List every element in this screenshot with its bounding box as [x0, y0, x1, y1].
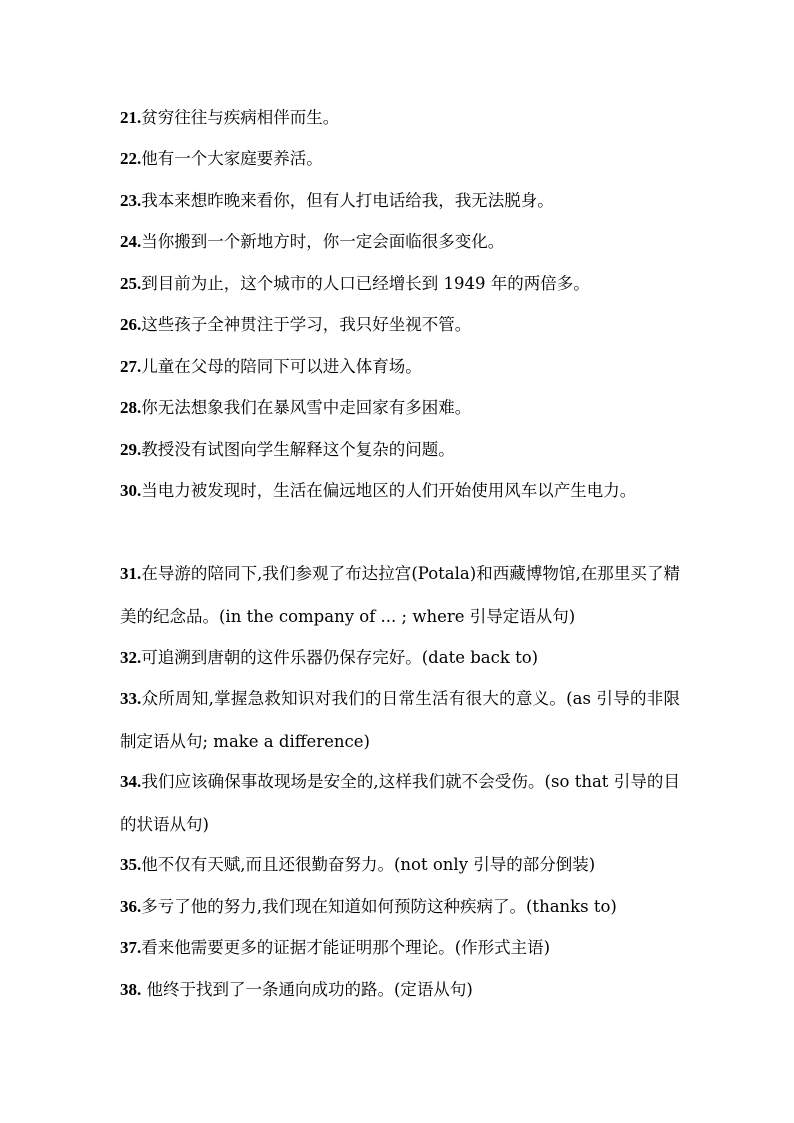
item-number: 32. — [120, 648, 142, 667]
sentence-34 — [120, 761, 680, 846]
sentence-24 — [120, 221, 680, 264]
item-number: 29. — [120, 440, 142, 459]
item-number: 35. — [120, 855, 142, 874]
item-number: 33. — [120, 689, 142, 708]
item-text: 他终于找到了一条通向成功的路。(定语从句) — [141, 980, 473, 999]
item-text: 这些孩子全神贯注于学习，我只好坐视不管。 — [141, 315, 472, 334]
sentence-33 — [120, 678, 680, 763]
sentence-32 — [120, 637, 680, 680]
item-number: 38. — [120, 980, 142, 999]
sentence-31 — [120, 553, 680, 638]
item-text: 在导游的陪同下,我们参观了布达拉宫(Potala)和西藏博物馆,在那里买了精美的纪念品。(in the company of ... ; where 引导定语从句) — [120, 564, 680, 626]
sentence-36 — [120, 886, 680, 929]
item-text: 我本来想昨晚来看你，但有人打电话给我，我无法脱身。 — [141, 191, 554, 210]
sentence-25 — [120, 263, 680, 306]
item-number: 21. — [120, 108, 142, 127]
item-number: 25. — [120, 274, 142, 293]
item-text: 教授没有试图向学生解释这个复杂的问题。 — [141, 440, 455, 459]
sentence-38 — [120, 969, 680, 1012]
item-number: 31. — [120, 564, 142, 583]
item-text: 众所周知,掌握急救知识对我们的日常生活有很大的意义。(as 引导的非限制定语从句; make a difference) — [120, 689, 680, 751]
item-number: 36. — [120, 897, 142, 916]
sentence-27 — [120, 346, 680, 389]
item-number: 28. — [120, 398, 142, 417]
item-text: 你无法想象我们在暴风雪中走回家有多困难。 — [141, 398, 472, 417]
item-number: 24. — [120, 232, 142, 251]
sentence-21 — [120, 97, 680, 140]
item-text: 儿童在父母的陪同下可以进入体育场。 — [141, 357, 422, 376]
item-text: 贫穷往往与疾病相伴而生。 — [141, 108, 340, 127]
item-number: 26. — [120, 315, 142, 334]
item-text: 到目前为止，这个城市的人口已经增长到 1949 年的两倍多。 — [141, 274, 590, 293]
sentence-37 — [120, 927, 680, 970]
item-text: 他有一个大家庭要养活。 — [141, 149, 323, 168]
item-text: 看来他需要更多的证据才能证明那个理论。(作形式主语) — [141, 938, 551, 957]
sentence-28 — [120, 387, 680, 430]
sentence-22 — [120, 138, 680, 181]
sentence-23 — [120, 180, 680, 223]
item-number: 23. — [120, 191, 142, 210]
item-number: 30. — [120, 481, 142, 500]
sentence-29 — [120, 429, 680, 472]
item-number: 37. — [120, 938, 142, 957]
item-text: 他不仅有天赋,而且还很勤奋努力。(not only 引导的部分倒装) — [141, 855, 596, 874]
item-text: 我们应该确保事故现场是安全的,这样我们就不会受伤。(so that 引导的目的状语从句) — [120, 772, 680, 834]
item-number: 34. — [120, 772, 142, 791]
item-text: 可追溯到唐朝的这件乐器仍保存完好。(date back to) — [141, 648, 539, 667]
item-text: 当电力被发现时，生活在偏远地区的人们开始使用风车以产生电力。 — [141, 481, 637, 500]
item-text: 当你搬到一个新地方时，你一定会面临很多变化。 — [141, 232, 505, 251]
item-number: 22. — [120, 149, 142, 168]
item-number: 27. — [120, 357, 142, 376]
item-text: 多亏了他的努力,我们现在知道如何预防这种疾病了。(thanks to) — [141, 897, 617, 916]
sentence-35 — [120, 844, 680, 887]
sentence-26 — [120, 304, 680, 347]
sentence-30 — [120, 470, 680, 513]
